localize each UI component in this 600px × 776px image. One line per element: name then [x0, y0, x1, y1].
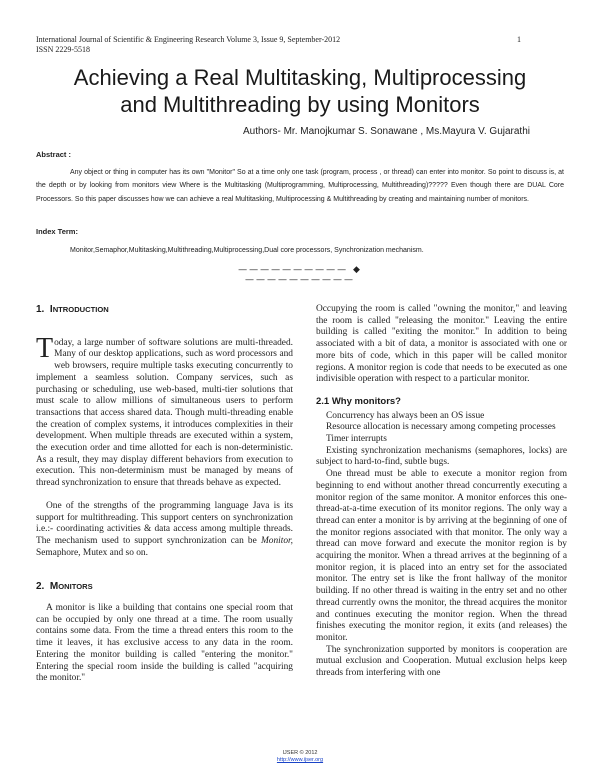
- intro-paragraph-2-end: Semaphore, Mutex and so on.: [36, 547, 148, 558]
- intro-paragraph-1: [36, 332, 293, 490]
- section-1-number: 1.: [36, 304, 45, 315]
- section-separator: —————————— ◆ ——————————: [238, 265, 362, 285]
- right-paragraph-2: One thread must be able to execute a monitor region from beginning to end without another thread concurrently executing a monitor region of the same monitor. A monitor enforces this one-thread-at-a-time execution of its monitor regions. The only way a thread can enter a monitor is by arriving at the beginning of one of the monitor regions associated with that monitor. The only way a thread can move forward and execute the monitor region is by acquiring the monitor. When a thread arrives at the beginning of a monitor region, it is placed into an entry set for the associated monitor. The entry set is like the front hallway of the monitor building. If no other thread is waiting in the entry set and no other thread currently owns the monitor, the thread acquires the monitor and continues executing the monitor region. When the thread finishes executing the monitor region, it exits (and releases) the monitor.: [316, 469, 567, 643]
- section-1-heading: [36, 304, 293, 316]
- drop-cap: T: [36, 332, 54, 364]
- right-paragraph-3: The synchronization supported by monitors is cooperation are mutual exclusion and Cooperation. Mutual exclusion helps keep threads from interfering with one: [316, 644, 567, 679]
- title-line-2: and Multithreading by using Monitors: [120, 92, 480, 117]
- section-2-1-heading: 2.1 Why monitors?: [316, 395, 401, 407]
- journal-citation: International Journal of Scientific & Engineering Research Volume 3, Issue 9, September-2012: [36, 35, 341, 44]
- page-footer: [200, 750, 400, 764]
- section-2-heading: [36, 581, 293, 593]
- index-term-label: Index Term:: [36, 227, 78, 236]
- page-number: 1: [517, 35, 521, 44]
- section-2-title: MONITORS: [49, 581, 93, 593]
- section-1-title: INTRODUCTION: [49, 304, 109, 315]
- right-column: [316, 304, 567, 680]
- title-line-1: Achieving a Real Multitasking, Multiprocessing: [73, 65, 527, 90]
- section-2-number: 2.: [36, 581, 45, 593]
- why-item-3: Timer interrupts: [326, 434, 387, 445]
- intro-paragraph-1-text: oday, a large number of software solutions are multi-threaded. Many of our desktop applications, such as word processors and web browsers, require multiple tasks executing concurrently to implement a seamless solution. Company services, such as purchasing or scheduling, use web-based, multi-tier solutions that must scale to allow millions of simultaneous users to perform transactions that access shared data. Though multi-threading enable the creation of complex systems, it introduces complexities in their development. When multiple threads are executed within a system, the execution order and time allotted for each is non-deterministic. As a result, they may display different behaviors from execution to execution. This non-determinism must be managed by means of thread synchronization to ensure that threads behave as expected.: [36, 337, 293, 489]
- index-terms: Monitor,Semaphor,Multitasking,Multithreading,Multiprocessing,Dual core processors, Synchronization mechanism.: [70, 247, 424, 254]
- intro-paragraph-2: [36, 501, 293, 560]
- why-item-1: Concurrency has always been an OS issue: [326, 410, 485, 421]
- journal-header: [36, 35, 340, 55]
- intro-paragraph-2-text: One of the strengths of the programming language Java is its support for multithreading. This support centers on synchronization i.e.:- coordinating activities & data access among multiple threads. The mechanism used to support synchronization can be: [36, 500, 293, 546]
- right-paragraph-1: Occupying the room is called "owning the monitor," and leaving the room is called "releasing the monitor." Leaving the entire building is called "exiting the monitor." In addition to being associated with a bit of data, a monitor is associated with one or more bits of code, which in this paper will be called monitor regions. A monitor region is code that needs to be executed as one indivisible operation with respect to a particular monitor.: [316, 304, 567, 385]
- authors: Authors- Mr. Manojkumar S. Sonawane , Ms.Mayura V. Gujarathi: [243, 126, 530, 137]
- footer-copyright: IJSER © 2012: [282, 750, 318, 756]
- monitors-paragraph-1: A monitor is like a building that contains one special room that can be occupied by only one thread at a time. The room usually contains some data. From the time a thread enters this room to the time it leaves, it has exclusive access to any data in the room. Entering the monitor building is called "entering the monitor." Entering the special room inside the building is called "acquiring the monitor.": [36, 603, 293, 684]
- abstract-text: Any object or thing in computer has its own "Monitor" So at a time only one task (program, process , or thread) can enter into monitor. So point to discuss is, at the depth or by looking from monitors view Where is the Multitasking (Multiprogramming, Multiprocessing, Multithreading)????? Even though there are DUAL Core Processors. So this paper discusses how we can achieve a real Multitasking, Multiprocessing & Multithreading by creating and maintaining number of monitors.: [36, 169, 564, 203]
- left-column: [36, 304, 293, 685]
- why-item-4: Existing synchronization mechanisms (semaphores, locks) are subject to hard-to-find, subtle bugs.: [316, 445, 567, 468]
- issn: ISSN 2229-5518: [36, 45, 91, 54]
- monitor-term: Monitor,: [260, 535, 293, 546]
- footer-link[interactable]: http://www.ijser.org: [276, 757, 324, 763]
- paper-title: [20, 64, 580, 118]
- why-item-2: Resource allocation is necessary among competing processes: [326, 422, 556, 433]
- abstract-label: Abstract :: [36, 150, 72, 159]
